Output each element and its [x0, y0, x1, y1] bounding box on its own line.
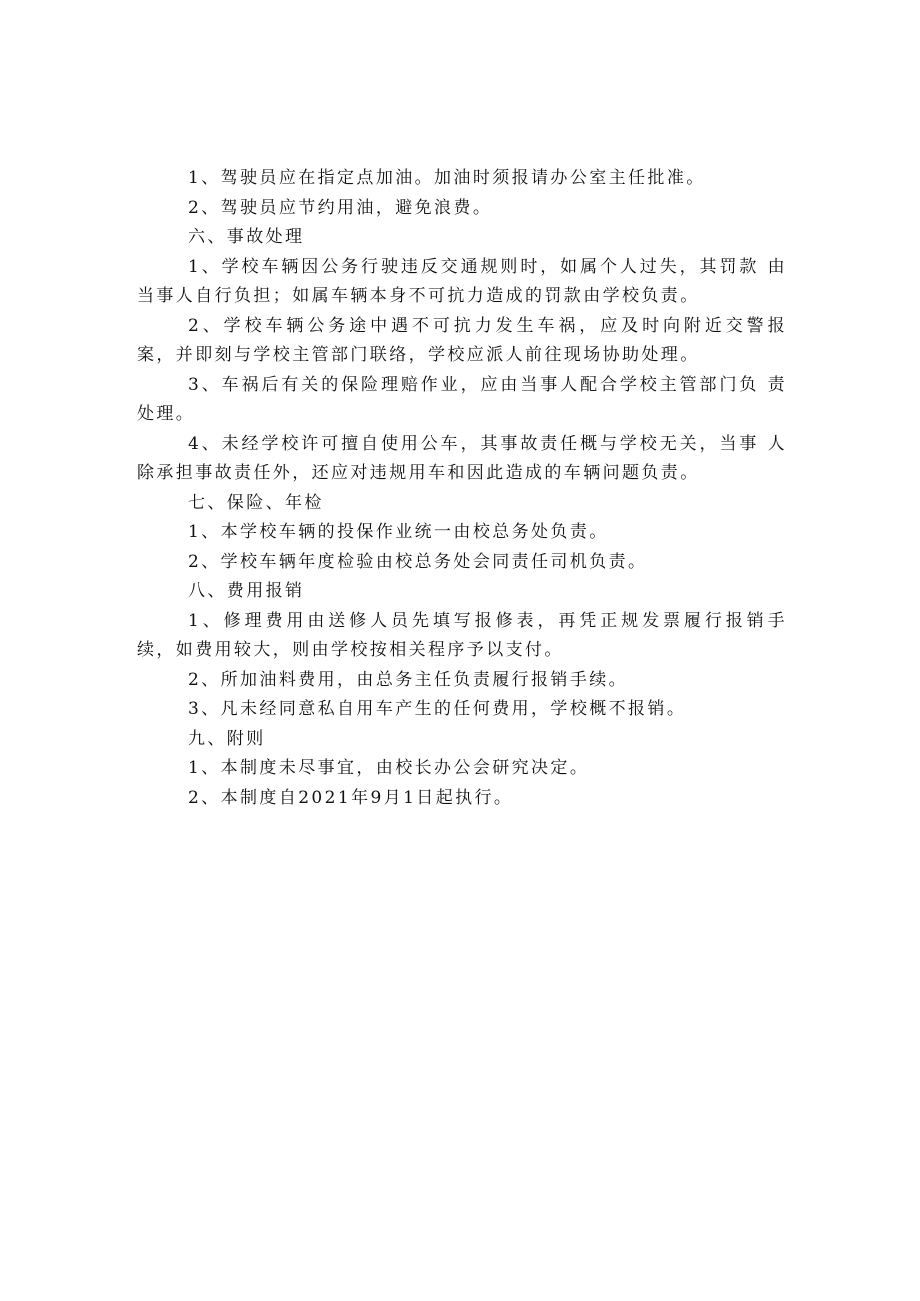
section-heading-accident-handling: 六、事故处理: [188, 227, 305, 247]
document-body: [137, 164, 787, 813]
paragraph-effective-date: 2、本制度自2021年9月1日起执行。: [188, 787, 514, 808]
paragraph-unauthorized-use: 4、未经学校许可擅自使用公车，其事故责任概与学校无关，当事 人除承担事故责任外，还应对违规用车和因此造成的车辆问题负责。: [137, 433, 787, 483]
paragraph-traffic-violation: 1、学校车辆因公务行驶违反交通规则时，如属个人过失，其罚款 由当事人自行负担；如属车辆本身不可抗力造成的罚款由学校负责。: [137, 256, 787, 306]
section-heading-expense-reimbursement: 八、费用报销: [188, 581, 305, 601]
paragraph-unresolved-matters: 1、本制度未尽事宜，由校长办公会研究决定。: [188, 758, 590, 778]
paragraph-fuel-expense: 2、所加油料费用，由总务主任负责履行报销手续。: [188, 669, 629, 690]
paragraph-insurance-responsibility: 1、本学校车辆的投保作业统一由校总务处负责。: [188, 522, 609, 542]
paragraph-accident-report: 2、学校车辆公务途中遇不可抗力发生车祸，应及时向附近交警报 案，并即刻与学校主管部门联络，学校应派人前往现场协助处理。: [137, 315, 787, 365]
paragraph-fuel-saving: 2、驾驶员应节约用油，避免浪费。: [188, 197, 493, 218]
paragraph-insurance-claim: 3、车祸后有关的保险理赔作业，应由当事人配合学校主管部门负 责处理。: [137, 374, 787, 424]
paragraph-annual-inspection: 2、学校车辆年度检验由校总务处会同责任司机负责。: [188, 551, 648, 572]
section-heading-supplementary-provisions: 九、附则: [188, 728, 266, 749]
section-heading-insurance-inspection: 七、保险、年检: [188, 492, 324, 513]
paragraph-repair-expense: 1、修理费用由送修人员先填写报修表，再凭正规发票履行报销手 续，如费用较大，则由学校按相关程序予以支付。: [137, 610, 787, 660]
paragraph-fuel-designated-station: 1、驾驶员应在指定点加油。加油时须报请办公室主任批准。: [188, 168, 706, 188]
paragraph-private-use-expense: 3、凡未经同意私自用车产生的任何费用，学校概不报销。: [188, 699, 687, 719]
